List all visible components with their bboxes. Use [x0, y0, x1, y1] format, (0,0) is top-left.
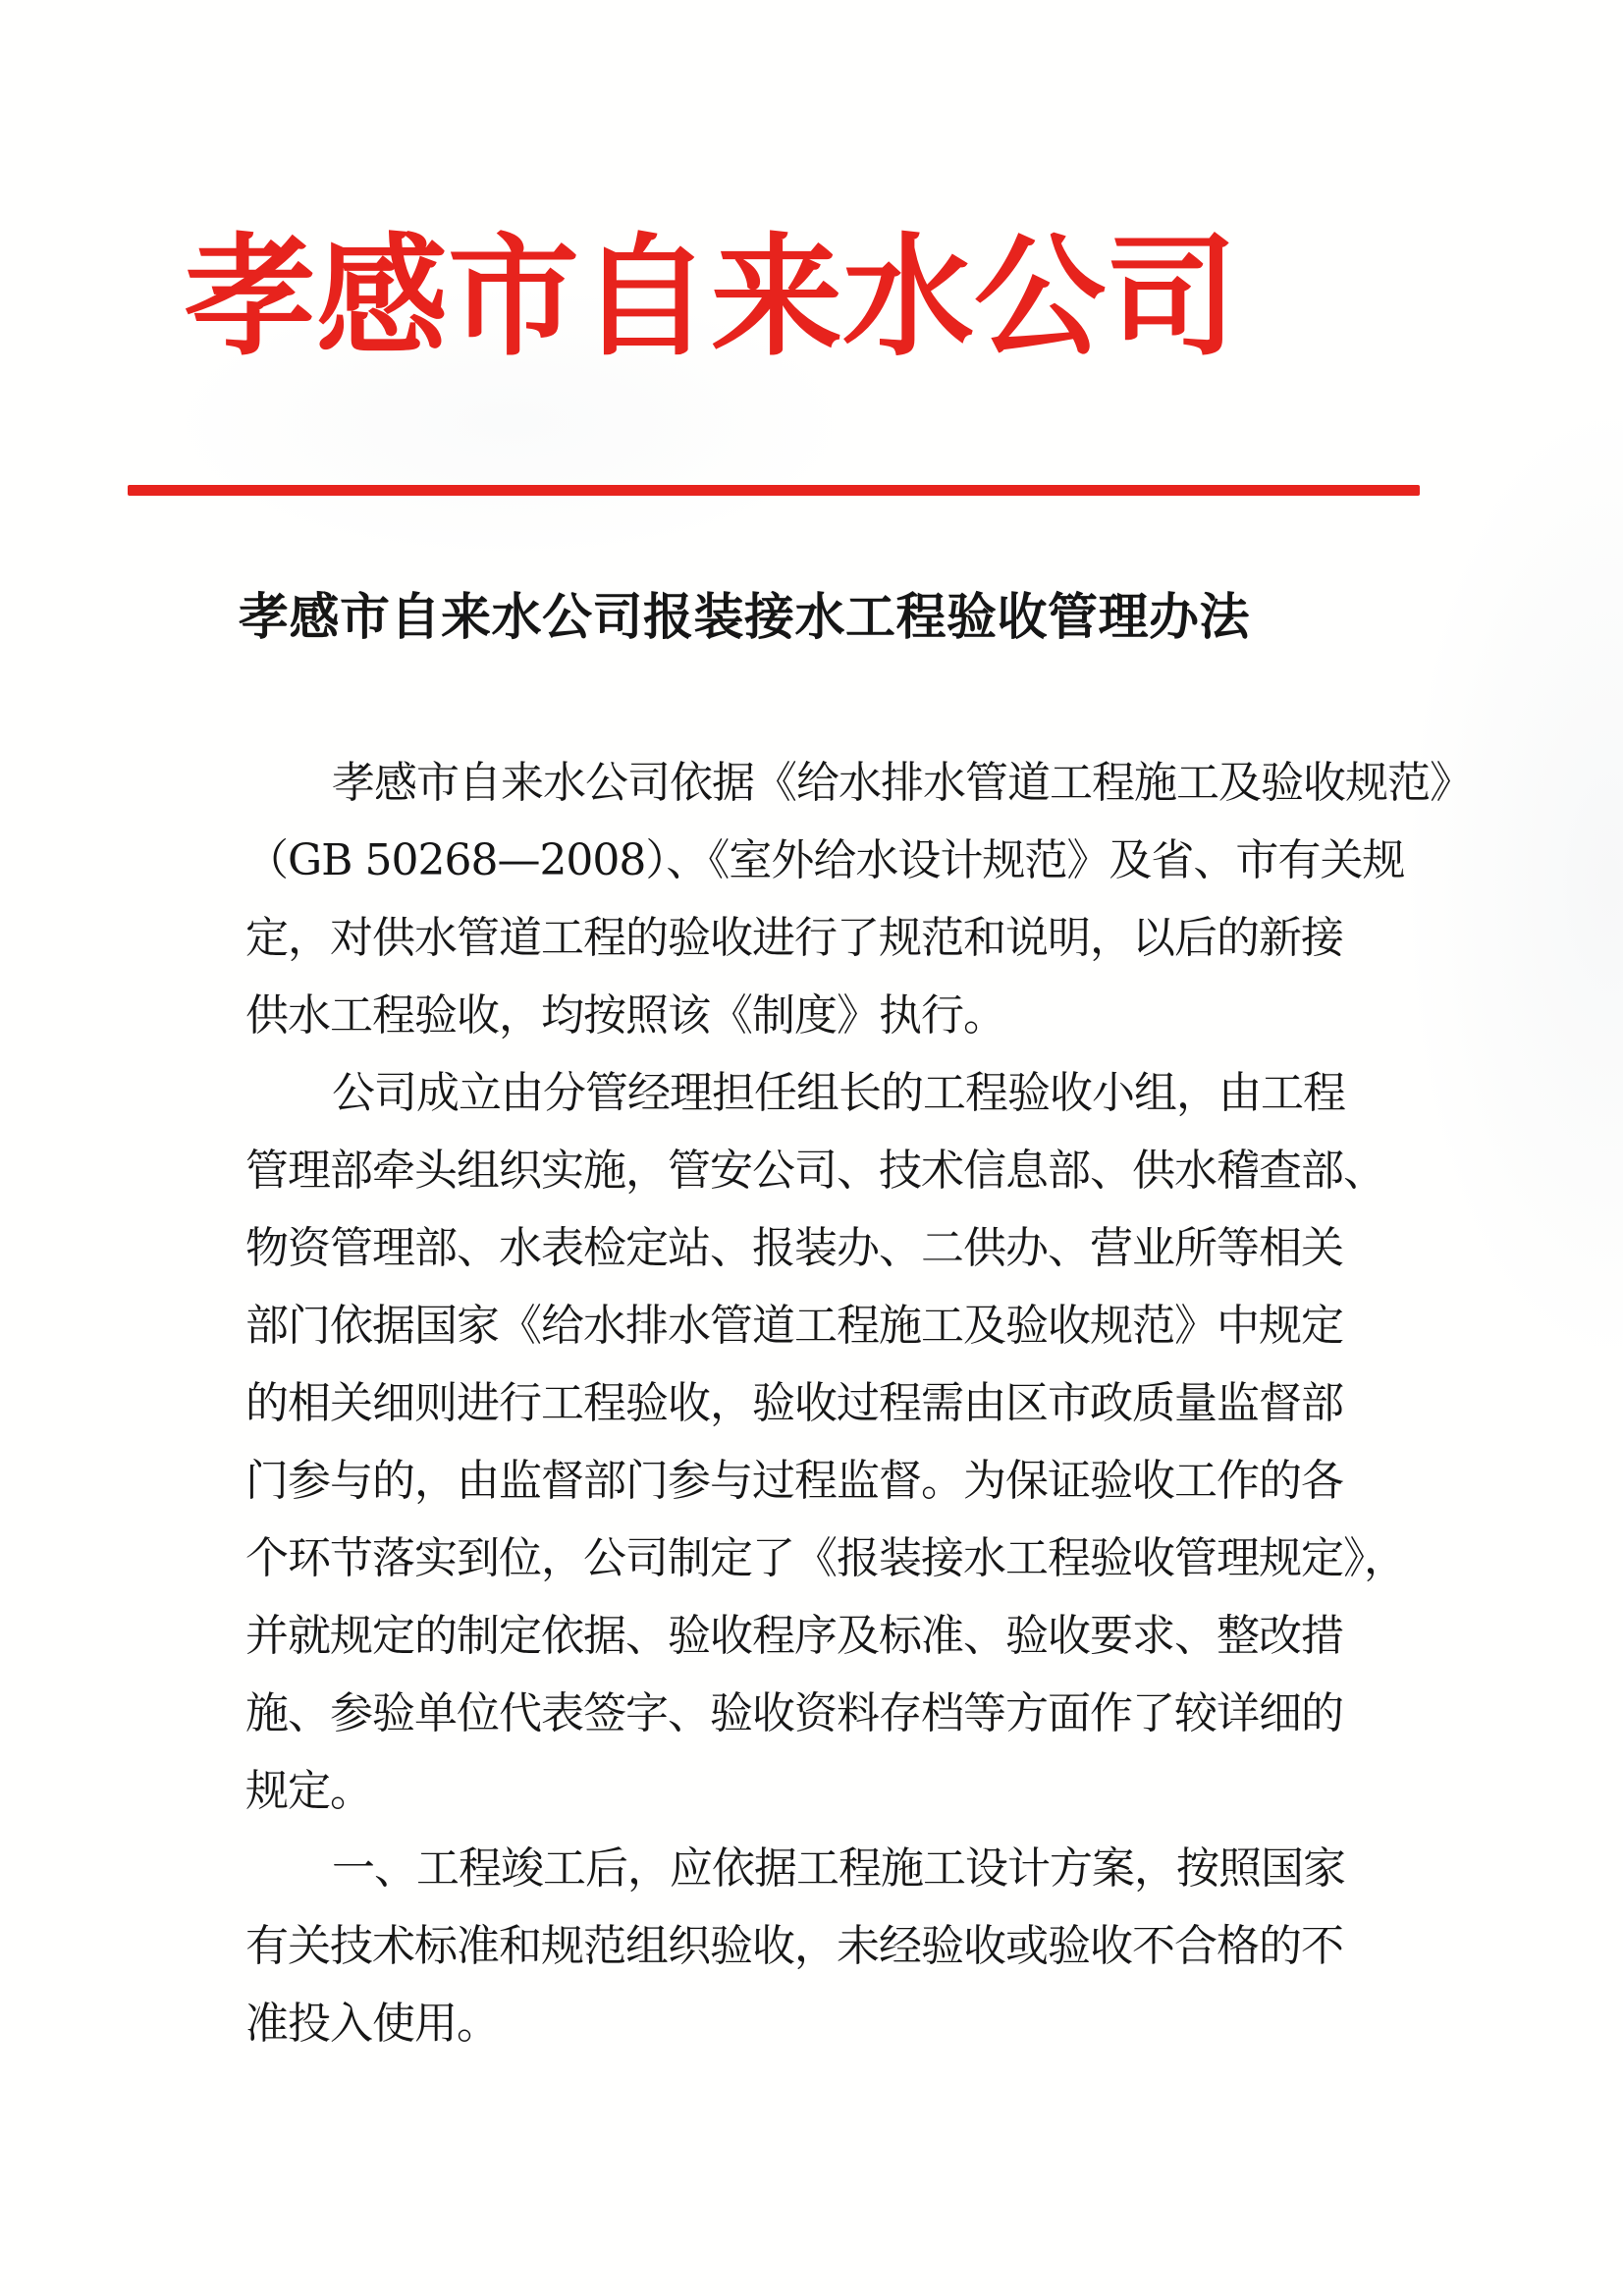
body-line: 部门依据国家《给水排水管道工程施工及验收规范》中规定: [245, 1301, 1343, 1351]
paragraph: [245, 1830, 1414, 2062]
body-line: 并就规定的制定依据、验收程序及标准、验收要求、整改措: [245, 1611, 1343, 1661]
body-line: 准投入使用。: [245, 1999, 499, 2049]
paragraph: [245, 1054, 1414, 1830]
letterhead-divider-line: [128, 485, 1420, 496]
body-line: 个环节落实到位，公司制定了《报装接水工程验收管理规定》，: [245, 1533, 1406, 1583]
letterhead-company-name: 孝感市自来水公司: [185, 219, 1238, 374]
body-line: 孝感市自来水公司依据《给水排水管道工程施工及验收规范》: [332, 758, 1472, 808]
body-line: 施、参验单位代表签字、验收资料存档等方面作了较详细的: [245, 1688, 1343, 1738]
document-body: [245, 744, 1472, 2062]
body-line: （GB 50268—2008）、《室外给水设计规范》及省、市有关规: [245, 835, 1405, 885]
body-line: 公司成立由分管经理担任组长的工程验收小组，由工程: [332, 1068, 1345, 1118]
body-line: 定，对供水管道工程的验收进行了规范和说明，以后的新接: [245, 913, 1343, 963]
body-line: 物资管理部、水表检定站、报装办、二供办、营业所等相关: [245, 1223, 1343, 1273]
body-line: 一、工程竣工后，应依据工程施工设计方案，按照国家: [332, 1843, 1345, 1894]
body-line: 门参与的，由监督部门参与过程监督。为保证验收工作的各: [245, 1456, 1343, 1506]
body-line: 供水工程验收，均按照该《制度》执行。: [245, 990, 1005, 1041]
body-line: 有关技术标准和规范组织验收，未经验收或验收不合格的不: [245, 1921, 1343, 1971]
body-line: 管理部牵头组织实施，管安公司、技术信息部、供水稽查部、: [245, 1146, 1385, 1196]
body-line: 规定。: [245, 1766, 372, 1816]
body-line: 的相关细则进行工程验收，验收过程需由区市政质量监督部: [245, 1378, 1343, 1428]
document-title: 孝感市自来水公司报装接水工程验收管理办法: [239, 588, 1251, 647]
paragraph: [245, 744, 1472, 1054]
